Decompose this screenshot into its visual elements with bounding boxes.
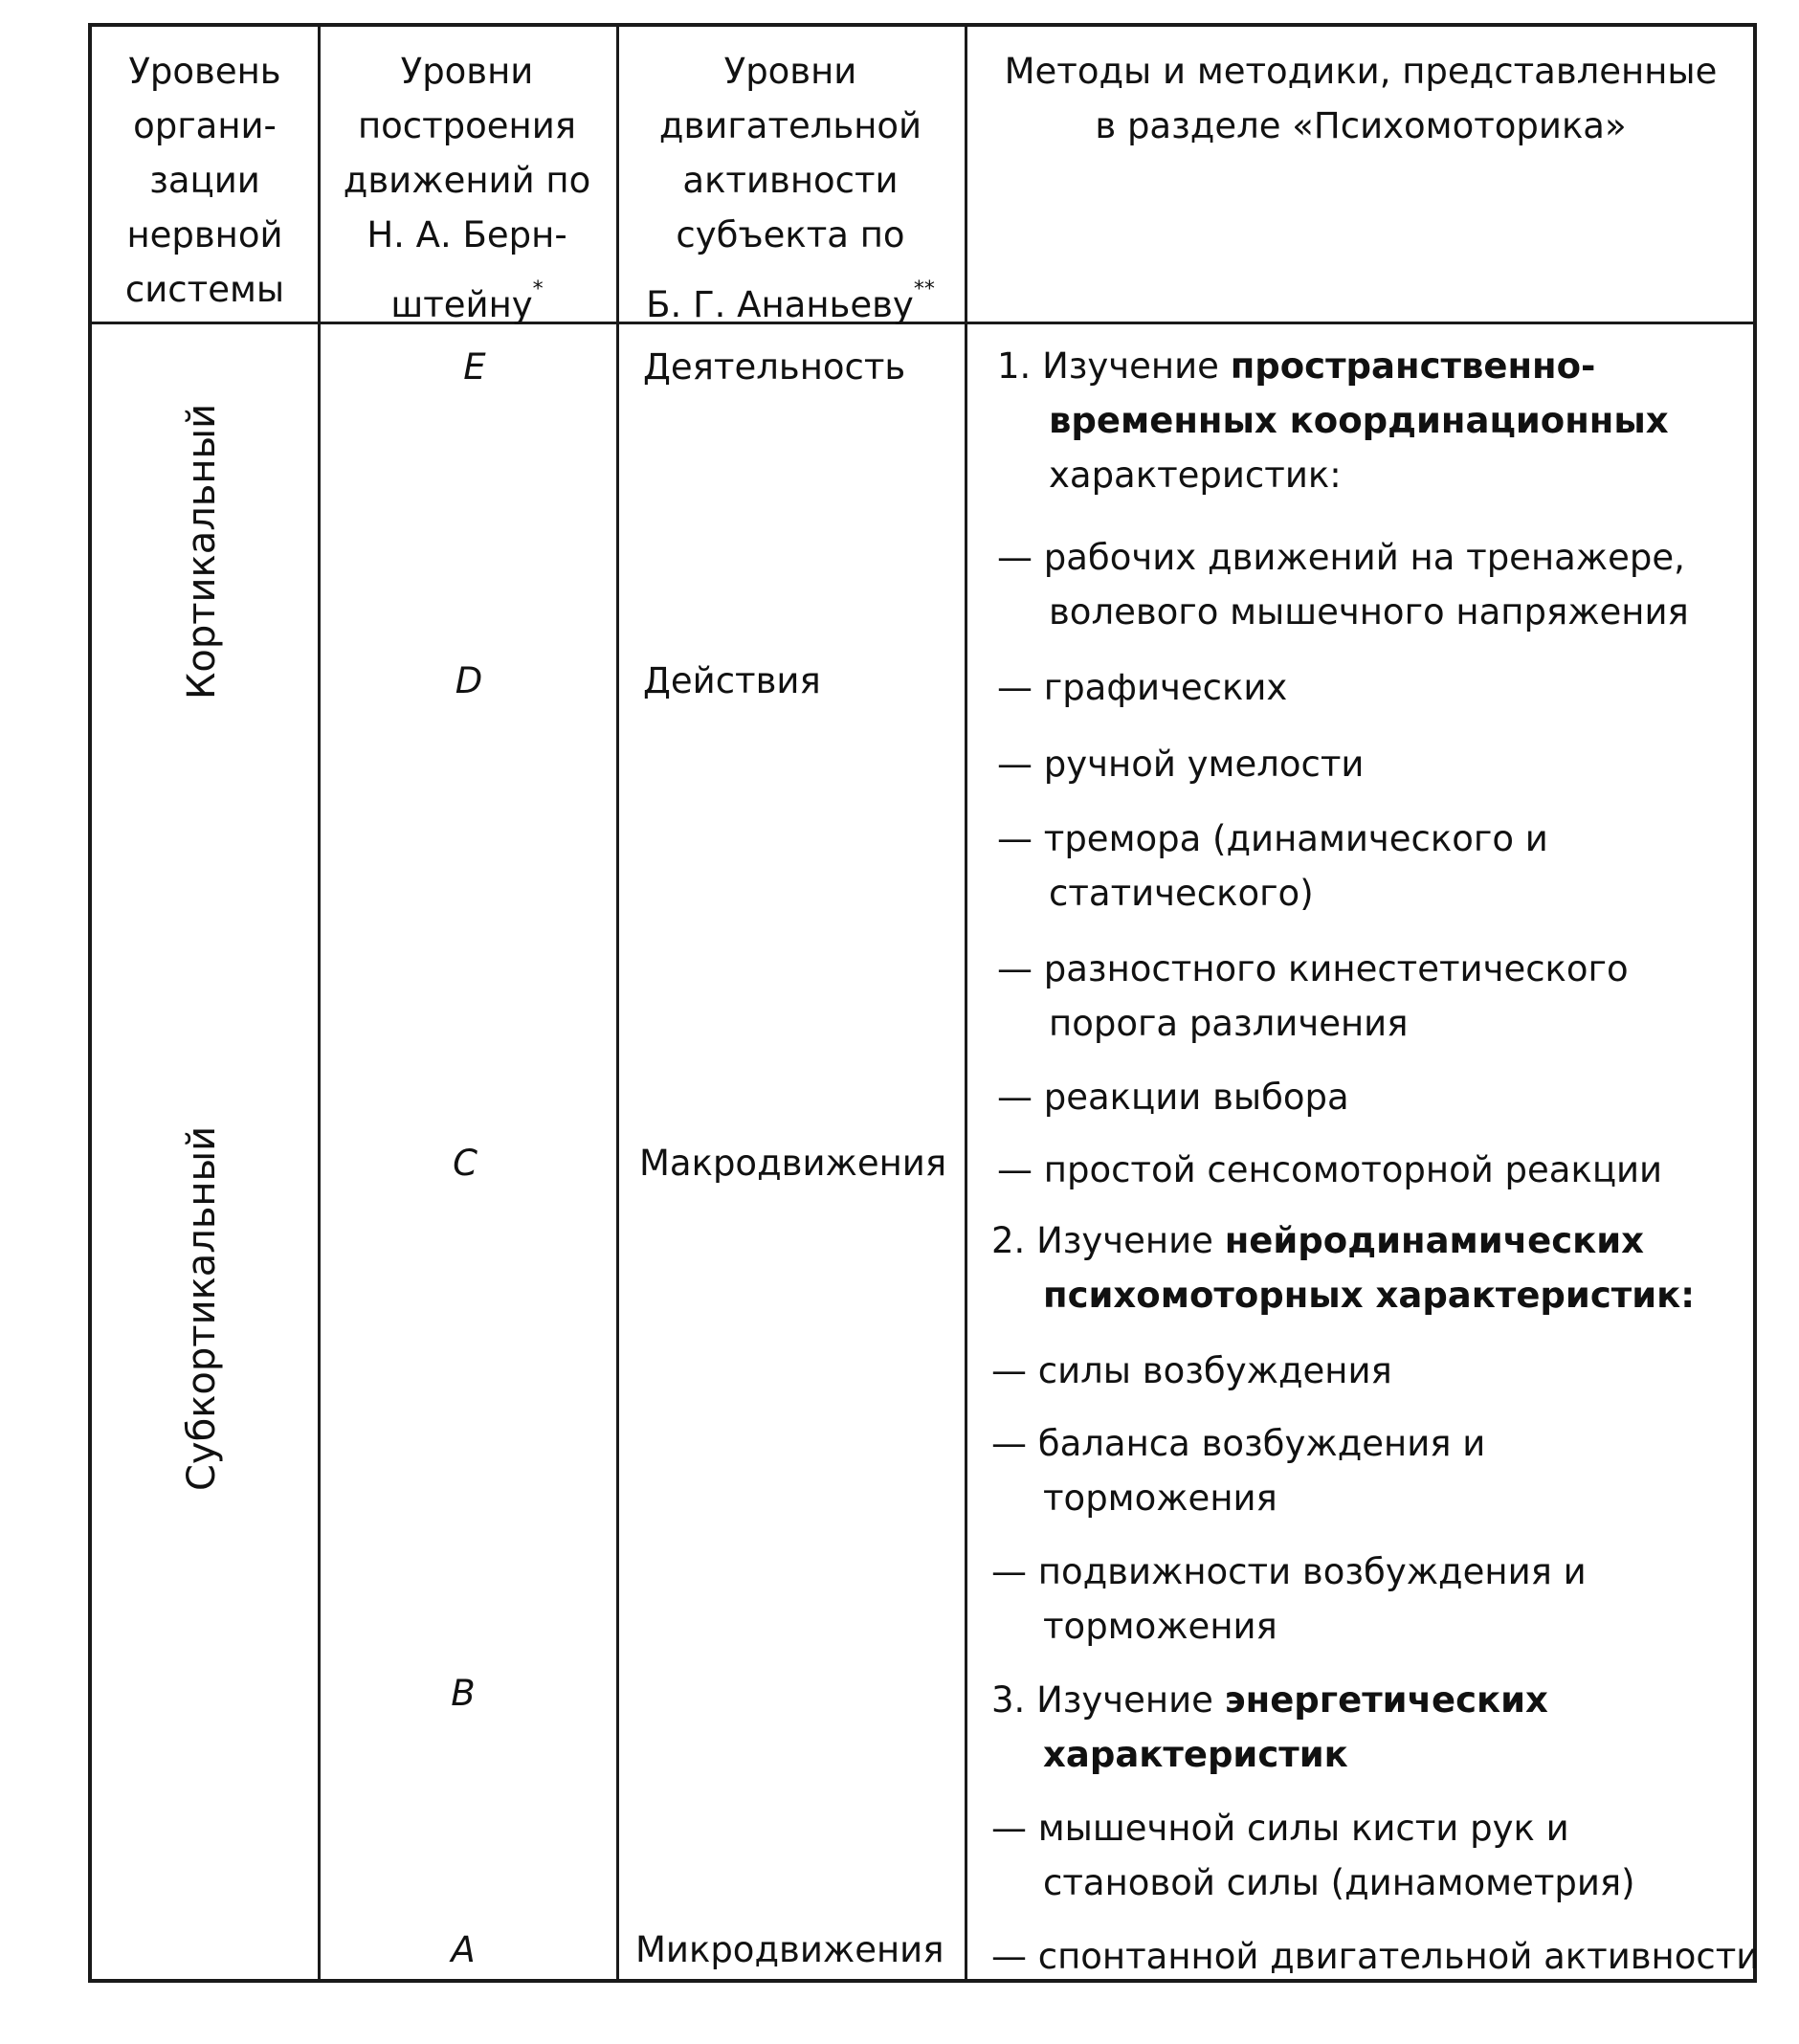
- header-ananyev-levels: [616, 44, 965, 332]
- method-1-item-trainer-line-1: — рабочих движений на тренажере,: [997, 537, 1685, 578]
- header-methods: Методы и методики, представленные в разделе «Психомоторика»: [1004, 51, 1718, 146]
- method-3-item-spontaneous-text: — спонтанной двигательной активности: [991, 1936, 1760, 1977]
- method-2-item-mobility-line-2: торможения: [1043, 1606, 1277, 1647]
- method-2-bold-a: нейродинамических: [1224, 1220, 1645, 1261]
- method-1-suffix: характеристик:: [1049, 455, 1342, 496]
- method-3-bold-a: энергетических: [1224, 1679, 1548, 1721]
- method-1-prefix: 1. Изучение: [997, 345, 1231, 387]
- footnote-mark-2: **: [913, 278, 935, 301]
- column-divider-3: [965, 27, 967, 1979]
- header-bernstein-levels: [318, 44, 616, 332]
- method-2-prefix: 2. Изучение: [991, 1220, 1225, 1261]
- method-2-item-strength: [991, 1344, 1392, 1398]
- method-1-item-manual: [997, 737, 1364, 791]
- header-nervous-system-level: Уровень органи- зации нервной системы: [124, 51, 285, 310]
- method-1-heading: [997, 339, 1669, 502]
- method-1-bold-b: временных координационных: [1049, 400, 1669, 441]
- method-1-item-trainer: [997, 530, 1689, 639]
- method-1-item-kinesthetic-line-1: — разностного кинестетического: [997, 948, 1629, 989]
- header-bernstein-text: Уровни построения движений по Н. А. Берн- штейну: [343, 51, 591, 325]
- method-2-bold-b: психомоторных характеристик:: [1043, 1275, 1696, 1316]
- method-1-item-simple-reaction: [997, 1143, 1662, 1197]
- method-3-item-dynamometry-line-2: становой силы (динамометрия): [1043, 1862, 1635, 1903]
- method-1-item-choice-reaction-text: — реакции выбора: [997, 1077, 1349, 1118]
- method-3-bold-b: характеристик: [1043, 1734, 1348, 1775]
- method-1-item-tremor-line-1: — тремора (динамического и: [997, 818, 1548, 859]
- method-1-item-kinesthetic-line-2: порога различения: [1049, 1003, 1409, 1044]
- method-2-heading: [991, 1213, 1695, 1322]
- method-1-item-tremor: [997, 811, 1548, 921]
- method-3-prefix: 3. Изучение: [991, 1679, 1225, 1721]
- nervous-level-subcortical: Субкортикальный: [180, 1125, 224, 1491]
- method-3-heading: [991, 1673, 1548, 1782]
- method-1-item-choice-reaction: [997, 1070, 1349, 1124]
- method-2-item-mobility: [991, 1544, 1587, 1654]
- method-2-item-mobility-line-1: — подвижности возбуждения и: [991, 1551, 1587, 1592]
- header-ananyev-text: Уровни двигательной активности субъекта по Б. Г. Ананьеву: [646, 51, 922, 325]
- method-1-item-manual-text: — ручной умелости: [997, 744, 1365, 785]
- build-level-c: C: [453, 1143, 478, 1184]
- activity-level-activity: Деятельность: [643, 346, 906, 388]
- method-1-bold-a: пространственно-: [1230, 345, 1596, 387]
- activity-level-micro: Микродвижения: [635, 1929, 944, 1970]
- build-level-a: A: [451, 1929, 476, 1970]
- methods-table: [88, 23, 1760, 1983]
- method-1-item-graphic: [997, 660, 1287, 715]
- method-3-item-spontaneous: [991, 1929, 1759, 1984]
- method-1-item-trainer-line-2: волевого мышечного напряжения: [1049, 591, 1689, 633]
- method-2-item-balance-line-2: торможения: [1043, 1477, 1277, 1519]
- build-level-b: B: [451, 1673, 476, 1714]
- method-2-item-balance: [991, 1416, 1485, 1525]
- method-2-item-balance-line-1: — баланса возбуждения и: [991, 1423, 1486, 1464]
- method-2-item-strength-text: — силы возбуждения: [991, 1350, 1392, 1391]
- activity-level-actions: Действия: [643, 660, 821, 701]
- method-1-item-tremor-line-2: статического): [1049, 873, 1314, 914]
- activity-level-macro: Макродвижения: [639, 1143, 947, 1184]
- method-1-item-simple-reaction-text: — простой сенсомоторной реакции: [997, 1149, 1663, 1190]
- method-1-item-graphic-text: — графических: [997, 667, 1288, 708]
- method-3-item-dynamometry-line-1: — мышечной силы кисти рук и: [991, 1808, 1569, 1849]
- build-level-e: E: [463, 346, 486, 388]
- footnote-mark-1: *: [532, 278, 544, 301]
- method-3-item-dynamometry: [991, 1801, 1635, 1910]
- method-1-item-kinesthetic: [997, 942, 1629, 1051]
- build-level-d: D: [455, 660, 483, 701]
- nervous-level-cortical: Кортикальный: [180, 403, 224, 700]
